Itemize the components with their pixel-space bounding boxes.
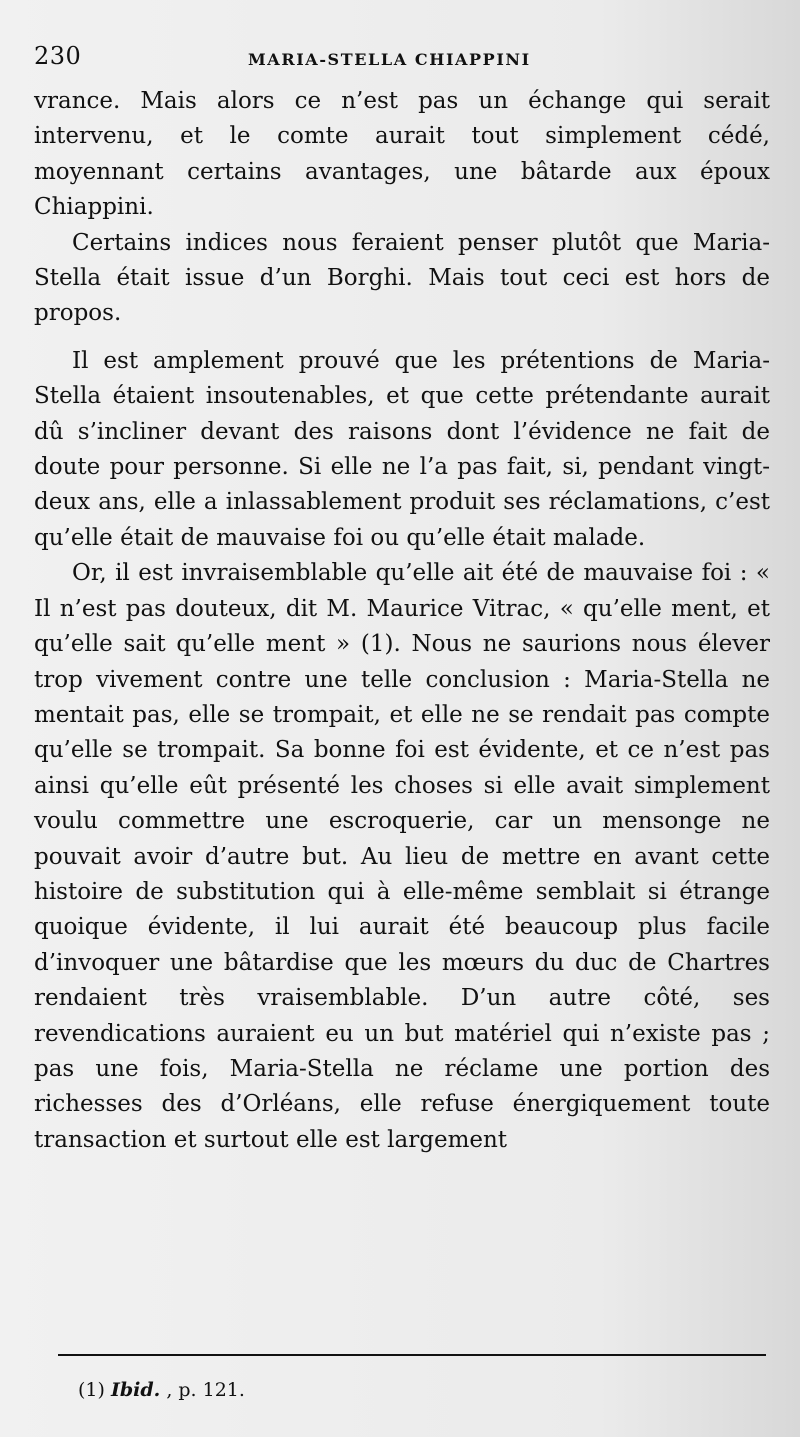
paragraph: Il est amplement prouvé que les prétentions de Maria-Stella étaient insoutenables, et que cette prétendante aurait dû s’incliner devant des raisons dont l’évidence ne fait de doute pour personne. Si elle ne l’a pas fait, si, pendant vingt-deux ans, elle a inlassablement produit ses réclamations, c’est qu’elle était de mauvaise foi ou qu’elle était malade. — [34, 347, 770, 551]
running-title: MARIA-STELLA CHIAPPINI — [248, 50, 531, 69]
footnote-separator — [58, 1354, 766, 1356]
paragraph: vrance. Mais alors ce n’est pas un échange qui serait intervenu, et le comte aurait tout simplement cédé, moyennant certains avantages, une bâtarde aux époux Chiappini. — [34, 88, 770, 221]
page-number: 230 — [34, 42, 82, 70]
page-header — [34, 38, 770, 78]
footnote — [78, 1378, 245, 1402]
main-text — [34, 84, 770, 1158]
paragraph: Or, il est invraisemblable qu’elle ait été de mauvaise foi : « Il n’est pas douteux, dit M. Maurice Vitrac, « qu’elle ment, et qu’elle sait qu’elle ment » (1). Nous ne saurions nous élever trop vivement contre une telle conclusion : Maria-Stella ne mentait pas, elle se trompait, et elle ne se rendait pas compte qu’elle se trompait. Sa bonne foi est évidente, et ce n’est pas ainsi qu’elle eût présenté les choses si elle avait simplement voulu commettre une escroquerie, car un mensonge ne pouvait avoir d’autre but. Au lieu de mettre en avant cette histoire de substitution qui à elle-même semblait si étrange quoique évidente, il lui aurait été beaucoup plus facile d’invoquer une bâtardise que les mœurs du duc de Chartres rendaient très vraisemblable. D’un autre côté, ses revendications auraient eu un but matériel qui n’existe pas ; pas une fois, Maria-Stella ne réclame une portion des richesses des d’Orléans, elle refuse énergiquement toute transaction et surtout elle est largement — [34, 560, 770, 1153]
footnote-reference: , p. 121. — [166, 1379, 245, 1401]
paragraph: Certains indices nous feraient penser plutôt que Maria-Stella était issue d’un Borghi. Mais tout ceci est hors de propos. — [34, 229, 770, 327]
paragraph-gap — [34, 332, 770, 344]
footnote-number: (1) — [78, 1379, 105, 1401]
footnote-ibid: Ibid. — [110, 1379, 161, 1401]
